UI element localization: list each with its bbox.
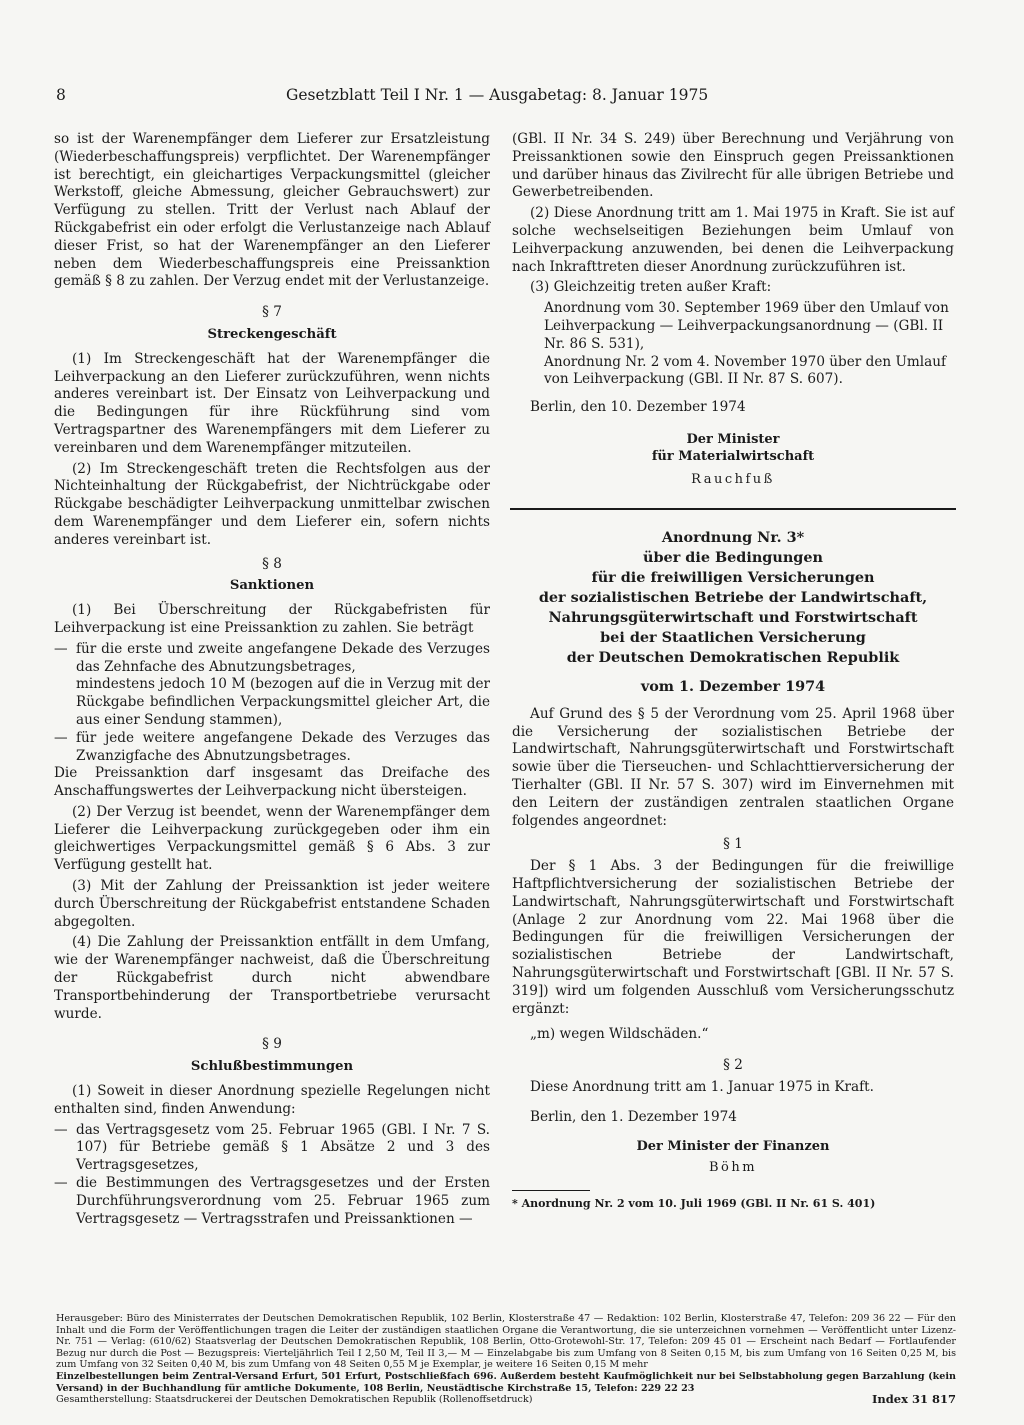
order-title-line-1: Anordnung Nr. 3* — [661, 528, 805, 546]
place-and-date: Berlin, den 10. Dezember 1974 — [530, 399, 746, 416]
section-7-title: Streckengeschäft — [207, 326, 337, 342]
place-and-date-2: Berlin, den 1. Dezember 1974 — [530, 1108, 737, 1125]
imprint-footer — [56, 1313, 956, 1406]
section-9-paragraph-1: (1) Soweit in dieser Anordnung spezielle Regelungen nicht enthalten sind, finden Anwendung: — [54, 1083, 490, 1117]
dash-item — [54, 1175, 490, 1228]
repealed-order-1: Anordnung vom 30. September 1969 über den Umlauf von Leihverpackung — Leihverpackungsanordnung — (GBl. II Nr. 86 S. 531), — [544, 300, 949, 352]
dash-item — [54, 730, 490, 766]
order-title-line-5: Nahrungsgüterwirtschaft und Forstwirtschaft — [548, 608, 918, 626]
order-title-line-3: für die freiwilligen Versicherungen — [591, 568, 875, 586]
order-section-2-text: Diese Anordnung tritt am 1. Januar 1975 in Kraft. — [530, 1078, 874, 1095]
dash-item-text: das Vertragsgesetz vom 25. Februar 1965 (GBl. I Nr. 7 S. 107) für Betriebe gemäß § 1 Absätze 2 und 3 des Vertragsgesetzes, — [76, 1121, 490, 1174]
signatory-name-2: Böhm — [708, 1160, 758, 1176]
order-title-line-6: bei der Staatlichen Versicherung — [600, 628, 866, 646]
section-9-paragraph-2: (2) Diese Anordnung tritt am 1. Mai 1975 in Kraft. Sie ist auf solche wechselseitigen Beziehungen beim Umlauf von Leihverpackung anzuwenden, bei denen die Leihverpackung nach Inkrafttreten dieser Anordnung zurückzuführen ist. — [512, 205, 954, 275]
index-number: Index 31 817 — [872, 1392, 956, 1407]
section-9-number: § 9 — [262, 1036, 282, 1053]
order-section-1-quote: „m) wegen Wildschäden.“ — [530, 1026, 709, 1043]
paragraph-continued: so ist der Warenempfänger dem Lieferer zur Ersatzleistung (Wiederbeschaffungspreis) verpflichtet. Der Warenempfänger ist berechtigt, ein gleichartiges Verpackungsmittel (gleicher Werkstoff, gleiche Abmessung, gleicher Gebrauchswert) zur Verfügung zu stellen. Tritt der Verlust nach Ablauf der Rückgabefrist ein oder erfolgt die Verlustanzeige nach Ablauf dieser Frist, so hat der Warenempfänger an den Lieferer neben dem Wiederbeschaffungspreis eine Preissanktion gemäß § 8 zu zahlen. Der Verzug endet mit der Verlustanzeige. — [54, 131, 490, 290]
dash-item-text: für die erste und zweite angefangene Dekade des Verzuges das Zehnfache des Abnutzungsbetrages, — [76, 640, 490, 675]
dash-marker: — — [54, 1121, 68, 1138]
dash-item — [54, 641, 490, 677]
left-column — [54, 131, 490, 1228]
section-7-number: § 7 — [262, 304, 282, 321]
dash-item-text: die Bestimmungen des Vertragsgesetzes und der Ersten Durchführungsverordnung vom 25. Februar 1965 zum Vertragsgesetz — Vertragsstrafen und Preissanktionen — — [76, 1175, 490, 1227]
order-title-line-4: der sozialistischen Betriebe der Landwirtschaft, — [538, 588, 928, 606]
signatory-name: Rauchfuß — [691, 471, 775, 487]
section-7-paragraph-1: (1) Im Streckengeschäft hat der Warenempfänger die Leihverpackung an den Lieferer zurückzuführen, wenn nichts anderes vereinbart ist. Der Einsatz von Leihverpackung und die Bedingungen für ihre Rückführung sind vom Vertragspartner des Warenempfängers mit dem Lieferer zu vereinbaren und dem Warenempfänger mitzuteilen. — [54, 350, 490, 456]
order-section-1-number: § 1 — [723, 836, 743, 853]
signature-title-line-2: für Materialwirtschaft — [651, 448, 815, 464]
imprint-orders: Einzelbestellungen beim Zentral-Versand Erfurt, 501 Erfurt, Postschließfach 696. Außerdem besteht Kaufmöglichkeit nur bei Selbstabholung gegen Barzahlung (kein Versand) in der Buchhandlung für amtliche Dokumente, 108 Berlin, Neustädtische Kirchstraße 15, Telefon: 229 22 23 — [56, 1370, 956, 1394]
section-8-paragraph-1: (1) Bei Überschreitung der Rückgabefristen für Leihverpackung ist eine Preissanktion zu zahlen. Sie beträgt — [54, 602, 490, 636]
order-date: vom 1. Dezember 1974 — [640, 677, 826, 695]
dash-marker: — — [54, 640, 68, 657]
repealed-order-2: Anordnung Nr. 2 vom 4. November 1970 über den Umlauf von Leihverpackung (GBl. II Nr. 87 S. 607). — [544, 353, 947, 388]
paragraph-continued: (GBl. II Nr. 34 S. 249) über Berechnung und Verjährung von Preissanktionen sowie den Einspruch gegen Preissanktionen und darüber hinaus das Zivilrecht für alle übrigen Betriebe und Gewerbetreibenden. — [512, 131, 954, 201]
right-column — [512, 131, 954, 1213]
imprint-publisher: Herausgeber: Büro des Ministerrates der Deutschen Demokratischen Republik, 102 Berlin, Klosterstraße 47 — Redaktion: 102 Berlin, Klosterstraße 47, Telefon: 209 36 22 — Für den Inhalt und die Form der Veröffentlichungen tragen die Leiter der zuständigen staatlichen Organe die Verantwortung, die sie unterzeichnen vornehmen — Veröffentlicht unter Lizenz-Nr. 751 — Verlag: (610/62) Staatsverlag der Deutschen Demokratischen Republik, 108 Berlin, Otto-Grotewohl-Str. 17, Telefon: 209 45 01 — Erscheint nach Bedarf — Fortlaufender Bezug nur durch die Post — Bezugspreis: Vierteljährlich Teil I 2,50 M, Teil II 3,— M — Einzelabgabe bis zum Umfang von 8 Seiten 0,15 M, bis zum Umfang von 16 Seiten 0,25 M, bis zum Umfang von 32 Seiten 0,40 M, bis zum Umfang von 48 Seiten 0,55 M je Exemplar, je weitere 16 Seiten 0,15 M mehr — [56, 1313, 956, 1371]
section-divider — [510, 508, 956, 510]
order-title-line-2: über die Bedingungen — [643, 548, 823, 566]
section-8-paragraph-4: (4) Die Zahlung der Preissanktion entfällt in dem Umfang, wie der Warenempfänger nachweist, daß die Überschreitung der Rückgabefrist durch nicht abwendbare Transportbehinderung der Transportbetriebe verursacht wurde. — [54, 934, 490, 1022]
signature-title-2: Der Minister der Finanzen — [636, 1139, 830, 1155]
section-9-paragraph-3: (3) Gleichzeitig treten außer Kraft: — [530, 279, 772, 296]
section-8-number: § 8 — [262, 555, 282, 572]
section-8-paragraph-3: (3) Mit der Zahlung der Preissanktion ist jeder weitere durch Überschreitung der Rückgabefrist entstandene Schaden abgegolten. — [54, 878, 490, 930]
footnote: * Anordnung Nr. 2 vom 10. Juli 1969 (GBl. II Nr. 61 S. 401) — [512, 1197, 876, 1211]
dash-marker: — — [54, 729, 68, 746]
section-9-title: Schlußbestimmungen — [190, 1059, 354, 1075]
order-section-1-text: Der § 1 Abs. 3 der Bedingungen für die freiwillige Haftpflichtversicherung der sozialistischen Betriebe der Landwirtschaft, Nahrungsgüterwirtschaft und Forstwirtschaft (Anlage 2 zur Anordnung vom 22. Mai 1968 über die Bedingungen für die freiwilligen Versicherungen der sozialistischen Betriebe der Landwirtschaft, Nahrungsgüterwirtschaft und Forstwirtschaft [GBl. II Nr. 57 S. 319]) wird um folgenden Ausschluß vom Versicherungsschutz ergänzt: — [512, 858, 954, 1017]
signature-title-line-1: Der Minister — [686, 431, 780, 447]
order-title-line-7: der Deutschen Demokratischen Republik — [566, 648, 900, 666]
section-8-paragraph-2: (2) Der Verzug ist beendet, wenn der Warenempfänger dem Lieferer die Leihverpackung zurückgegeben oder ihm ein gleichwertiges Verpackungsmittel gemäß § 6 Abs. 3 zur Verfügung gestellt hat. — [54, 803, 490, 874]
order-preamble: Auf Grund des § 5 der Verordnung vom 25. April 1968 über die Versicherung der sozialistischen Betriebe der Landwirtschaft, Nahrungsgüterwirtschaft und Forstwirtschaft sowie über die Tierseuchen- und Schlachttierversicherung der Tierhalter (GBl. II Nr. 57 S. 307) wird im Einvernehmen mit den Leitern der zuständigen zentralen staatlichen Organe folgendes angeordnet: — [512, 705, 954, 829]
page-header — [56, 86, 936, 108]
dash-item-continuation: mindestens jedoch 10 M (bezogen auf die in Verzug mit der Rückgabe befindlichen Verpackungsmittel gleicher Art, die aus einer Sendung stammen), — [76, 676, 490, 728]
imprint-printer: Gesamtherstellung: Staatsdruckerei der Deutschen Demokratischen Republik (Rollenoffsetdruck) — [56, 1394, 533, 1406]
gazette-title: Gesetzblatt Teil I Nr. 1 — Ausgabetag: 8. Januar 1975 — [286, 86, 709, 104]
page-number: 8 — [56, 86, 66, 104]
section-8-title: Sanktionen — [229, 578, 315, 594]
dash-item-text: für jede weitere angefangene Dekade des Verzuges das Zwanzigfache des Abnutzungsbetrages. — [76, 729, 490, 764]
dash-item — [54, 1122, 490, 1175]
section-7-paragraph-2: (2) Im Streckengeschäft treten die Rechtsfolgen aus der Nichteinhaltung der Rückgabefrist, der Nichtrückgabe oder Rückgabe beschädigter Leihverpackung unmittelbar zwischen dem Warenempfänger und dem Lieferer ein, sofern nichts anderes vereinbart ist. — [54, 460, 490, 548]
footnote-rule — [512, 1190, 590, 1191]
order-section-2-number: § 2 — [723, 1057, 743, 1074]
dash-marker: — — [54, 1175, 68, 1192]
section-8-paragraph-1b: Die Preissanktion darf insgesamt das Dreifache des Anschaffungswertes der Leihverpackung nicht übersteigen. — [54, 765, 490, 800]
